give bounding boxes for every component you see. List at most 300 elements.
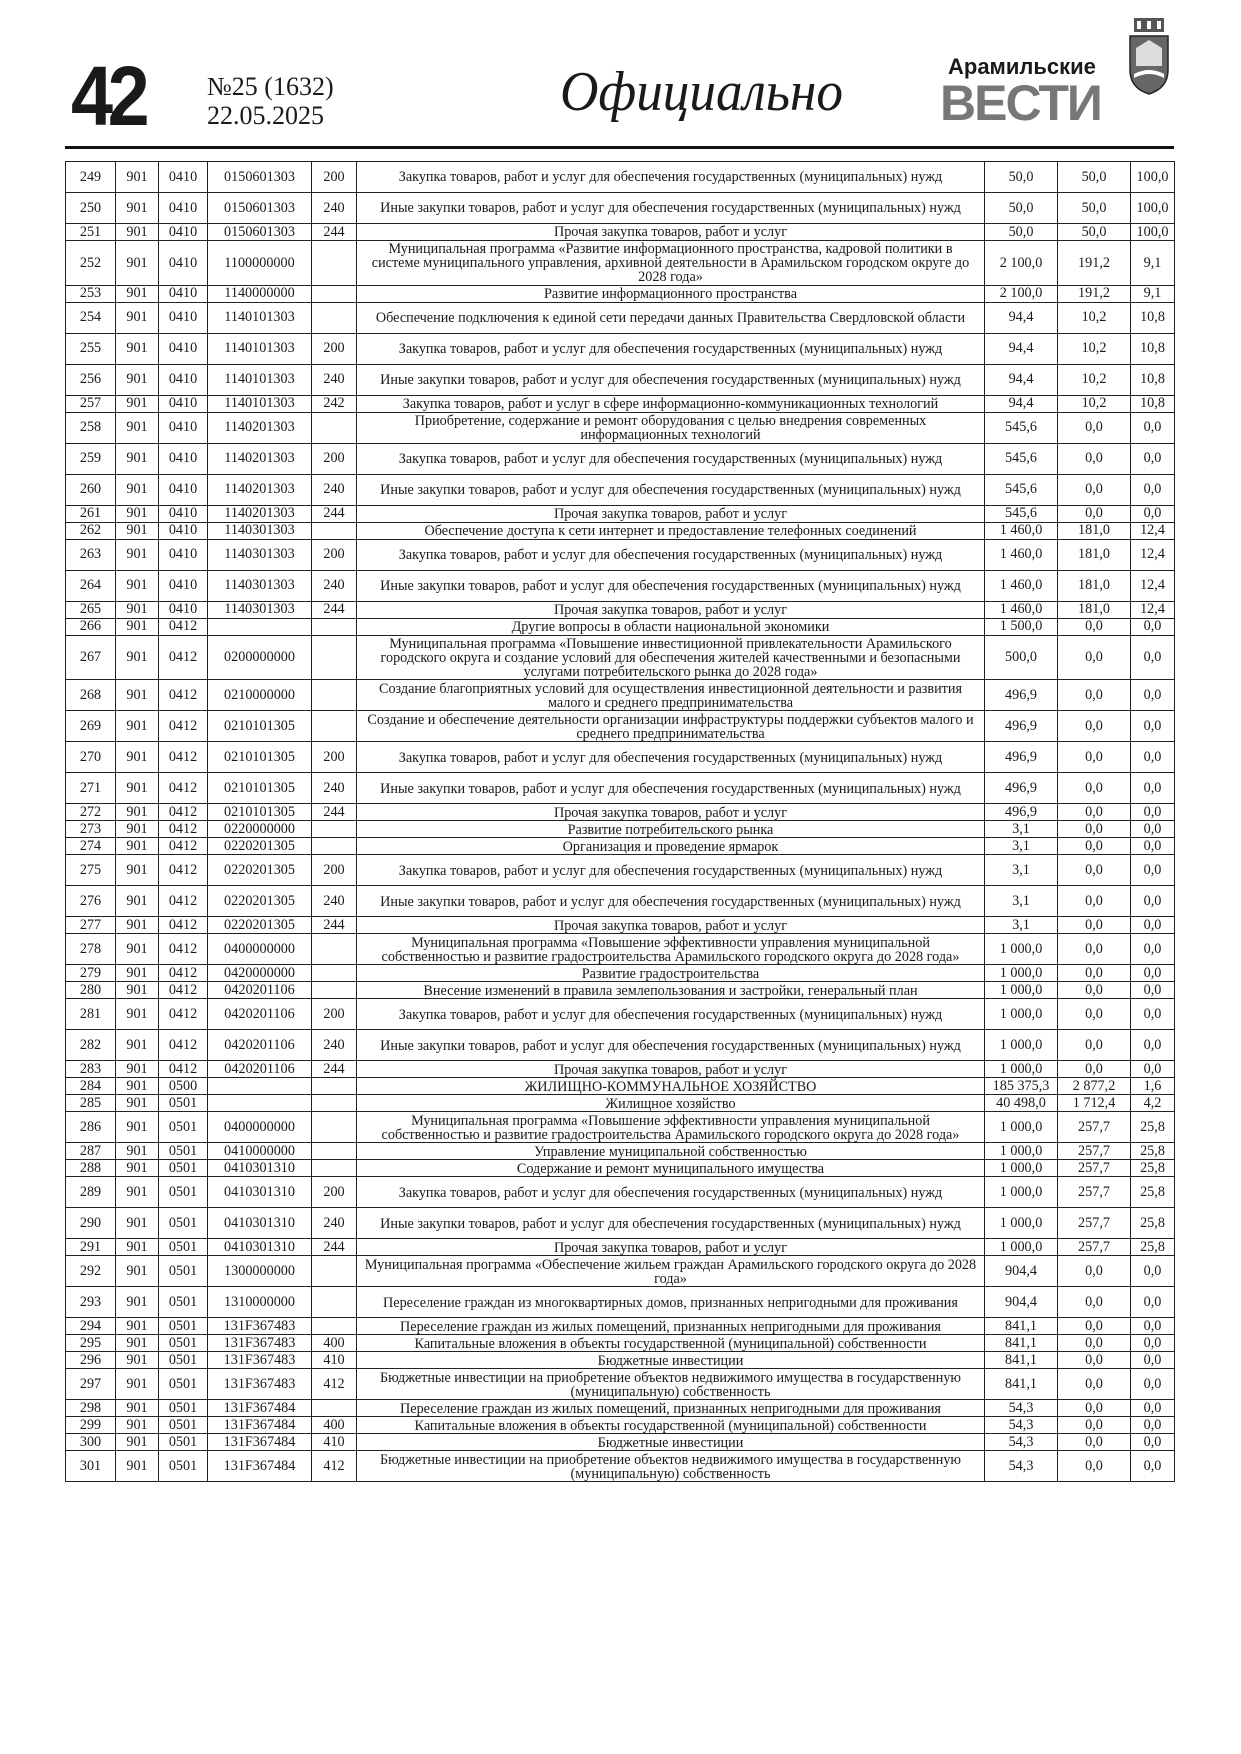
table-row (66, 635, 1175, 680)
actual-amount: 0,0 (1058, 1287, 1131, 1318)
plan-amount: 496,9 (985, 680, 1058, 711)
section-code: 0410 (159, 193, 208, 224)
plan-amount: 3,1 (985, 821, 1058, 838)
row-name: Иные закупки товаров, работ и услуг для обеспечения государственных (муниципальных) нужд (357, 474, 985, 505)
row-number: 295 (66, 1335, 116, 1352)
percent-complete: 0,0 (1131, 855, 1175, 886)
plan-amount: 1 000,0 (985, 1208, 1058, 1239)
section-code: 0501 (159, 1335, 208, 1352)
actual-amount: 0,0 (1058, 804, 1131, 821)
percent-complete: 0,0 (1131, 965, 1175, 982)
target-article-code: 0410301310 (208, 1208, 312, 1239)
target-article-code: 0420201106 (208, 1061, 312, 1078)
department-code: 901 (116, 1400, 159, 1417)
department-code: 901 (116, 1239, 159, 1256)
target-article-code: 0220201305 (208, 838, 312, 855)
row-number: 300 (66, 1434, 116, 1451)
section-code: 0501 (159, 1143, 208, 1160)
table-row (66, 364, 1175, 395)
row-name: Закупка товаров, работ и услуг для обеспечения государственных (муниципальных) нужд (357, 333, 985, 364)
department-code: 901 (116, 412, 159, 443)
department-code: 901 (116, 570, 159, 601)
expense-type-code: 240 (312, 570, 357, 601)
department-code: 901 (116, 999, 159, 1030)
department-code: 901 (116, 635, 159, 680)
expense-type-code: 200 (312, 999, 357, 1030)
department-code: 901 (116, 1143, 159, 1160)
row-name: Капитальные вложения в объекты государственной (муниципальной) собственности (357, 1417, 985, 1434)
expense-type-code: 240 (312, 773, 357, 804)
percent-complete: 10,8 (1131, 302, 1175, 333)
table-row (66, 1177, 1175, 1208)
row-name: Внесение изменений в правила землепользования и застройки, генеральный план (357, 982, 985, 999)
expense-type-code (312, 522, 357, 539)
department-code: 901 (116, 1318, 159, 1335)
plan-amount: 1 000,0 (985, 965, 1058, 982)
target-article-code: 1140201303 (208, 443, 312, 474)
target-article-code (208, 1095, 312, 1112)
section-code: 0412 (159, 804, 208, 821)
percent-complete: 0,0 (1131, 1369, 1175, 1400)
plan-amount: 1 000,0 (985, 1177, 1058, 1208)
row-name: Создание благоприятных условий для осуществления инвестиционной деятельности и развития малого и среднего предпринимательства (357, 680, 985, 711)
plan-amount: 1 000,0 (985, 982, 1058, 999)
target-article-code: 131F367483 (208, 1335, 312, 1352)
row-name: Прочая закупка товаров, работ и услуг (357, 601, 985, 618)
target-article-code: 1140201303 (208, 505, 312, 522)
target-article-code: 1310000000 (208, 1287, 312, 1318)
row-number: 249 (66, 162, 116, 193)
department-code: 901 (116, 1335, 159, 1352)
plan-amount: 904,4 (985, 1287, 1058, 1318)
row-number: 257 (66, 395, 116, 412)
row-name: Иные закупки товаров, работ и услуг для обеспечения государственных (муниципальных) нужд (357, 570, 985, 601)
target-article-code: 0410000000 (208, 1143, 312, 1160)
row-name: Муниципальная программа «Повышение инвестиционной привлекательности Арамильского городского округа и создание условий для обеспечения жителей качественными и безопасными услугами потребительского рынка до 2028 года» (357, 635, 985, 680)
percent-complete: 0,0 (1131, 1434, 1175, 1451)
section-code: 0412 (159, 618, 208, 635)
department-code: 901 (116, 505, 159, 522)
plan-amount: 545,6 (985, 443, 1058, 474)
row-number: 275 (66, 855, 116, 886)
table-row (66, 193, 1175, 224)
section-code: 0412 (159, 855, 208, 886)
expense-type-code: 244 (312, 804, 357, 821)
table-row (66, 1400, 1175, 1417)
section-code: 0410 (159, 224, 208, 241)
row-number: 253 (66, 285, 116, 302)
department-code: 901 (116, 1451, 159, 1482)
plan-amount: 1 460,0 (985, 522, 1058, 539)
expense-type-code (312, 285, 357, 302)
section-code: 0412 (159, 635, 208, 680)
actual-amount: 0,0 (1058, 1434, 1131, 1451)
target-article-code: 131F367484 (208, 1451, 312, 1482)
row-number: 269 (66, 711, 116, 742)
row-name: Закупка товаров, работ и услуг для обеспечения государственных (муниципальных) нужд (357, 999, 985, 1030)
row-number: 279 (66, 965, 116, 982)
percent-complete: 25,8 (1131, 1208, 1175, 1239)
target-article-code: 1140000000 (208, 285, 312, 302)
target-article-code: 1140301303 (208, 601, 312, 618)
actual-amount: 257,7 (1058, 1208, 1131, 1239)
target-article-code: 0210000000 (208, 680, 312, 711)
percent-complete: 0,0 (1131, 742, 1175, 773)
row-name: Закупка товаров, работ и услуг для обеспечения государственных (муниципальных) нужд (357, 539, 985, 570)
expense-type-code: 400 (312, 1335, 357, 1352)
expense-type-code (312, 1287, 357, 1318)
department-code: 901 (116, 539, 159, 570)
target-article-code: 1140101303 (208, 395, 312, 412)
department-code: 901 (116, 285, 159, 302)
row-number: 278 (66, 934, 116, 965)
department-code: 901 (116, 838, 159, 855)
expense-type-code (312, 1400, 357, 1417)
target-article-code: 1140101303 (208, 302, 312, 333)
table-row (66, 333, 1175, 364)
actual-amount: 191,2 (1058, 241, 1131, 286)
section-code: 0412 (159, 1061, 208, 1078)
percent-complete: 0,0 (1131, 804, 1175, 821)
expense-type-code: 410 (312, 1434, 357, 1451)
table-row (66, 1451, 1175, 1482)
row-name: Иные закупки товаров, работ и услуг для обеспечения государственных (муниципальных) нужд (357, 364, 985, 395)
expense-type-code (312, 982, 357, 999)
row-number: 298 (66, 1400, 116, 1417)
row-name: Прочая закупка товаров, работ и услуг (357, 917, 985, 934)
percent-complete: 9,1 (1131, 285, 1175, 302)
table-row (66, 601, 1175, 618)
target-article-code: 0410301310 (208, 1239, 312, 1256)
row-number: 281 (66, 999, 116, 1030)
section-code: 0501 (159, 1369, 208, 1400)
table-row (66, 285, 1175, 302)
row-number: 251 (66, 224, 116, 241)
plan-amount: 1 000,0 (985, 1030, 1058, 1061)
row-name: Переселение граждан из многоквартирных домов, признанных непригодными для проживания (357, 1287, 985, 1318)
table-row (66, 412, 1175, 443)
plan-amount: 50,0 (985, 193, 1058, 224)
expense-type-code (312, 302, 357, 333)
actual-amount: 50,0 (1058, 193, 1131, 224)
department-code: 901 (116, 1177, 159, 1208)
page-header (65, 40, 1174, 146)
plan-amount: 1 000,0 (985, 1112, 1058, 1143)
section-code: 0412 (159, 999, 208, 1030)
plan-amount: 185 375,3 (985, 1078, 1058, 1095)
expense-type-code: 244 (312, 505, 357, 522)
expense-type-code: 240 (312, 1208, 357, 1239)
table-row (66, 965, 1175, 982)
section-code: 0501 (159, 1352, 208, 1369)
table-row (66, 302, 1175, 333)
department-code: 901 (116, 1434, 159, 1451)
table-row (66, 1318, 1175, 1335)
row-number: 268 (66, 680, 116, 711)
percent-complete: 0,0 (1131, 474, 1175, 505)
percent-complete: 0,0 (1131, 618, 1175, 635)
table-row (66, 162, 1175, 193)
section-code: 0410 (159, 302, 208, 333)
department-code: 901 (116, 917, 159, 934)
department-code: 901 (116, 773, 159, 804)
issue-date: 22.05.2025 (207, 101, 324, 130)
expense-type-code (312, 1160, 357, 1177)
department-code: 901 (116, 711, 159, 742)
department-code: 901 (116, 1369, 159, 1400)
percent-complete: 0,0 (1131, 412, 1175, 443)
target-article-code: 1140201303 (208, 474, 312, 505)
plan-amount: 3,1 (985, 838, 1058, 855)
percent-complete: 25,8 (1131, 1239, 1175, 1256)
actual-amount: 181,0 (1058, 601, 1131, 618)
row-name: Переселение граждан из жилых помещений, признанных непригодными для проживания (357, 1400, 985, 1417)
actual-amount: 257,7 (1058, 1143, 1131, 1160)
row-number: 288 (66, 1160, 116, 1177)
row-name: Переселение граждан из жилых помещений, признанных непригодными для проживания (357, 1318, 985, 1335)
department-code: 901 (116, 821, 159, 838)
row-number: 258 (66, 412, 116, 443)
row-name: Иные закупки товаров, работ и услуг для обеспечения государственных (муниципальных) нужд (357, 1208, 985, 1239)
row-number: 301 (66, 1451, 116, 1482)
expense-type-code: 200 (312, 443, 357, 474)
table-row (66, 999, 1175, 1030)
target-article-code: 1140301303 (208, 570, 312, 601)
department-code: 901 (116, 224, 159, 241)
plan-amount: 94,4 (985, 364, 1058, 395)
row-name: Иные закупки товаров, работ и услуг для обеспечения государственных (муниципальных) нужд (357, 1030, 985, 1061)
department-code: 901 (116, 855, 159, 886)
percent-complete: 0,0 (1131, 1256, 1175, 1287)
plan-amount: 1 460,0 (985, 601, 1058, 618)
target-article-code: 0410301310 (208, 1177, 312, 1208)
table-row (66, 1434, 1175, 1451)
row-name: Иные закупки товаров, работ и услуг для обеспечения государственных (муниципальных) нужд (357, 886, 985, 917)
row-name: Бюджетные инвестиции на приобретение объектов недвижимого имущества в государственную (муниципальную) собственность (357, 1451, 985, 1482)
actual-amount: 191,2 (1058, 285, 1131, 302)
actual-amount: 0,0 (1058, 443, 1131, 474)
row-number: 274 (66, 838, 116, 855)
target-article-code: 0150601303 (208, 193, 312, 224)
target-article-code: 1300000000 (208, 1256, 312, 1287)
expense-type-code: 244 (312, 601, 357, 618)
row-name: Приобретение, содержание и ремонт оборудования с целью внедрения современных информационных технологий (357, 412, 985, 443)
plan-amount: 496,9 (985, 711, 1058, 742)
plan-amount: 2 100,0 (985, 285, 1058, 302)
row-number: 264 (66, 570, 116, 601)
actual-amount: 0,0 (1058, 1256, 1131, 1287)
plan-amount: 496,9 (985, 773, 1058, 804)
section-code: 0412 (159, 711, 208, 742)
target-article-code: 0420000000 (208, 965, 312, 982)
plan-amount: 94,4 (985, 302, 1058, 333)
section-code: 0412 (159, 1030, 208, 1061)
row-number: 294 (66, 1318, 116, 1335)
expense-type-code: 200 (312, 1177, 357, 1208)
expense-type-code: 240 (312, 364, 357, 395)
actual-amount: 257,7 (1058, 1160, 1131, 1177)
table-row (66, 1335, 1175, 1352)
table-row (66, 917, 1175, 934)
percent-complete: 0,0 (1131, 1318, 1175, 1335)
target-article-code: 131F367484 (208, 1400, 312, 1417)
row-name: Закупка товаров, работ и услуг для обеспечения государственных (муниципальных) нужд (357, 855, 985, 886)
table-row (66, 522, 1175, 539)
expense-type-code: 200 (312, 539, 357, 570)
budget-table (65, 161, 1175, 1482)
target-article-code: 0210101305 (208, 773, 312, 804)
table-row (66, 1078, 1175, 1095)
section-code: 0410 (159, 474, 208, 505)
department-code: 901 (116, 886, 159, 917)
actual-amount: 181,0 (1058, 570, 1131, 601)
percent-complete: 0,0 (1131, 505, 1175, 522)
actual-amount: 1 712,4 (1058, 1095, 1131, 1112)
table-row (66, 742, 1175, 773)
row-number: 292 (66, 1256, 116, 1287)
section-code: 0500 (159, 1078, 208, 1095)
row-number: 261 (66, 505, 116, 522)
department-code: 901 (116, 333, 159, 364)
expense-type-code: 400 (312, 1417, 357, 1434)
department-code: 901 (116, 1417, 159, 1434)
target-article-code: 0400000000 (208, 1112, 312, 1143)
percent-complete: 0,0 (1131, 773, 1175, 804)
plan-amount: 54,3 (985, 1400, 1058, 1417)
target-article-code: 0220201305 (208, 886, 312, 917)
department-code: 901 (116, 522, 159, 539)
issue-number: №25 (1632) (207, 72, 334, 101)
expense-type-code: 240 (312, 1030, 357, 1061)
row-name: Организация и проведение ярмарок (357, 838, 985, 855)
table-row (66, 443, 1175, 474)
target-article-code: 0220201305 (208, 855, 312, 886)
section-code: 0501 (159, 1095, 208, 1112)
target-article-code: 1100000000 (208, 241, 312, 286)
expense-type-code: 244 (312, 1239, 357, 1256)
plan-amount: 1 000,0 (985, 1239, 1058, 1256)
expense-type-code (312, 1143, 357, 1160)
row-name: Капитальные вложения в объекты государственной (муниципальной) собственности (357, 1335, 985, 1352)
row-name: Муниципальная программа «Повышение эффективности управления муниципальной собственностью и развитие градостроительства Арамильского городского округа до 2028 года» (357, 1112, 985, 1143)
section-code: 0501 (159, 1160, 208, 1177)
row-number: 290 (66, 1208, 116, 1239)
section-code: 0410 (159, 395, 208, 412)
department-code: 901 (116, 601, 159, 618)
actual-amount: 2 877,2 (1058, 1078, 1131, 1095)
percent-complete: 100,0 (1131, 162, 1175, 193)
plan-amount: 40 498,0 (985, 1095, 1058, 1112)
expense-type-code: 410 (312, 1352, 357, 1369)
section-code: 0412 (159, 838, 208, 855)
actual-amount: 0,0 (1058, 412, 1131, 443)
percent-complete: 0,0 (1131, 1061, 1175, 1078)
department-code: 901 (116, 241, 159, 286)
table-row (66, 1160, 1175, 1177)
percent-complete: 12,4 (1131, 570, 1175, 601)
percent-complete: 25,8 (1131, 1177, 1175, 1208)
plan-amount: 3,1 (985, 917, 1058, 934)
department-code: 901 (116, 1352, 159, 1369)
row-number: 254 (66, 302, 116, 333)
expense-type-code (312, 821, 357, 838)
row-name: Иные закупки товаров, работ и услуг для обеспечения государственных (муниципальных) нужд (357, 193, 985, 224)
department-code: 901 (116, 618, 159, 635)
plan-amount: 841,1 (985, 1369, 1058, 1400)
expense-type-code (312, 934, 357, 965)
expense-type-code: 200 (312, 333, 357, 364)
table-row (66, 711, 1175, 742)
target-article-code: 131F367483 (208, 1318, 312, 1335)
row-number: 260 (66, 474, 116, 505)
row-name: Прочая закупка товаров, работ и услуг (357, 1239, 985, 1256)
row-name: Создание и обеспечение деятельности организации инфраструктуры поддержки субъектов малого и среднего предпринимательства (357, 711, 985, 742)
row-number: 266 (66, 618, 116, 635)
department-code: 901 (116, 965, 159, 982)
row-number: 276 (66, 886, 116, 917)
table-row (66, 570, 1175, 601)
department-code: 901 (116, 443, 159, 474)
actual-amount: 10,2 (1058, 395, 1131, 412)
expense-type-code: 242 (312, 395, 357, 412)
table-row (66, 241, 1175, 286)
expense-type-code (312, 1256, 357, 1287)
percent-complete: 0,0 (1131, 886, 1175, 917)
row-name: Прочая закупка товаров, работ и услуг (357, 804, 985, 821)
table-row (66, 838, 1175, 855)
page-number: 42 (71, 49, 145, 143)
row-number: 283 (66, 1061, 116, 1078)
row-number: 297 (66, 1369, 116, 1400)
department-code: 901 (116, 474, 159, 505)
department-code: 901 (116, 364, 159, 395)
row-name: Развитие информационного пространства (357, 285, 985, 302)
percent-complete: 0,0 (1131, 1451, 1175, 1482)
actual-amount: 0,0 (1058, 1352, 1131, 1369)
expense-type-code: 200 (312, 162, 357, 193)
plan-amount: 496,9 (985, 742, 1058, 773)
table-row (66, 1239, 1175, 1256)
expense-type-code: 412 (312, 1369, 357, 1400)
department-code: 901 (116, 742, 159, 773)
target-article-code: 0420201106 (208, 1030, 312, 1061)
plan-amount: 1 000,0 (985, 999, 1058, 1030)
target-article-code: 131F367484 (208, 1417, 312, 1434)
percent-complete: 0,0 (1131, 1030, 1175, 1061)
plan-amount: 1 460,0 (985, 539, 1058, 570)
table-row (66, 1287, 1175, 1318)
section-code: 0412 (159, 934, 208, 965)
table-row (66, 1256, 1175, 1287)
expense-type-code (312, 965, 357, 982)
row-name: Управление муниципальной собственностью (357, 1143, 985, 1160)
section-code: 0410 (159, 570, 208, 601)
actual-amount: 0,0 (1058, 742, 1131, 773)
percent-complete: 0,0 (1131, 934, 1175, 965)
department-code: 901 (116, 1256, 159, 1287)
table-row (66, 773, 1175, 804)
row-name: Закупка товаров, работ и услуг для обеспечения государственных (муниципальных) нужд (357, 1177, 985, 1208)
actual-amount: 0,0 (1058, 1369, 1131, 1400)
table-row (66, 934, 1175, 965)
actual-amount: 0,0 (1058, 680, 1131, 711)
table-row (66, 680, 1175, 711)
actual-amount: 0,0 (1058, 838, 1131, 855)
plan-amount: 841,1 (985, 1318, 1058, 1335)
target-article-code (208, 1078, 312, 1095)
percent-complete: 0,0 (1131, 982, 1175, 999)
section-code: 0501 (159, 1112, 208, 1143)
